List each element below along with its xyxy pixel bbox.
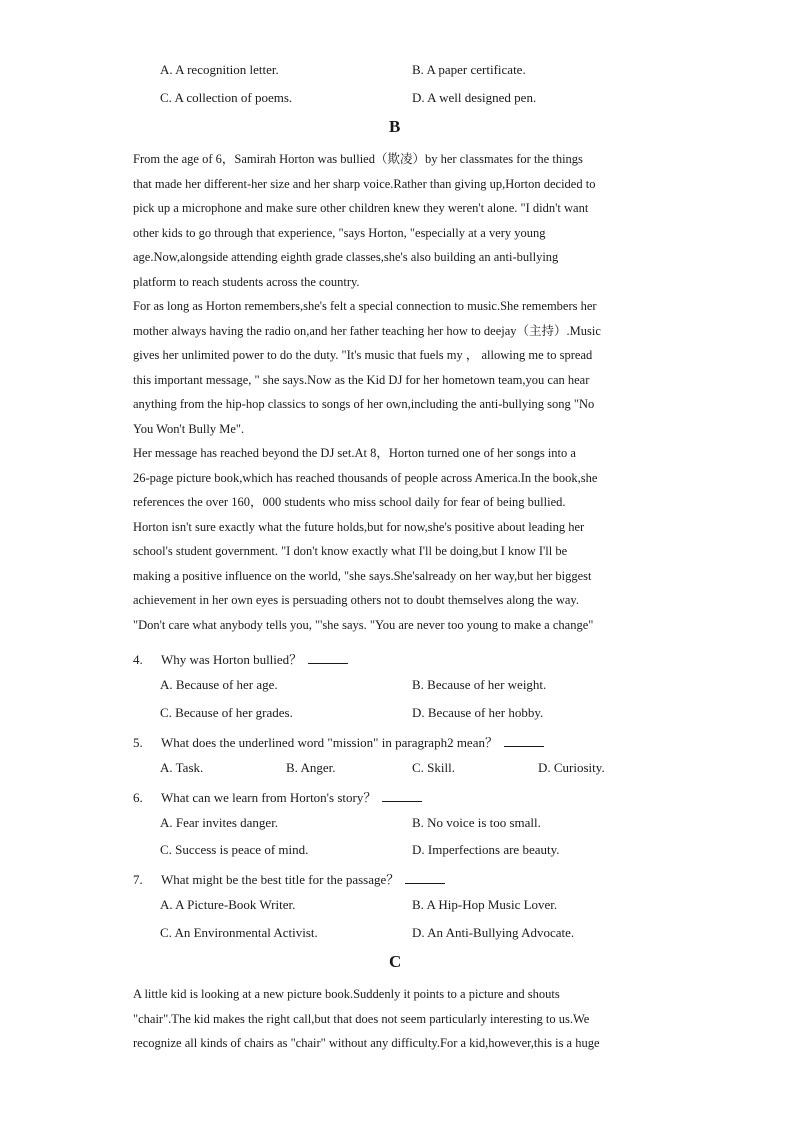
q7-option-d: D. An Anti-Bullying Advocate. <box>412 925 575 940</box>
section-c-passage <box>133 982 663 1056</box>
passage-line: A little kid is looking at a new picture book.Suddenly it points to a picture and shouts <box>133 987 560 1001</box>
q4-option-d: D. Because of her hobby. <box>412 705 544 720</box>
passage-line: other kids to go through that experience, "says Horton, "especially at a very young <box>133 225 546 240</box>
question-number: 4. <box>133 652 143 667</box>
answer-blank <box>405 882 445 884</box>
q6-option-d: D. Imperfections are beauty. <box>412 842 560 857</box>
question-text: What does the underlined word "mission" in paragraph2 mean？ <box>161 735 498 750</box>
answer-blank <box>504 745 544 747</box>
passage-line: "chair".The kid makes the right call,but that does not seem particularly interesting to us.We <box>133 1011 590 1026</box>
passage-line: anything from the hip-hop classics to songs of her own,including the anti-bullying song "No <box>133 397 595 411</box>
q4-option-a: A. Because of her age. <box>160 677 278 692</box>
q4-option-b: B. Because of her weight. <box>412 677 547 692</box>
prev-option-a: A. A recognition letter. <box>160 62 279 77</box>
q7-option-b: B. A Hip-Hop Music Lover. <box>412 897 558 912</box>
passage-line: "Don't care what anybody tells you, "'she says. "You are never too young to make a change" <box>133 617 594 632</box>
passage-line: Her message has reached beyond the DJ set.At 8，Horton turned one of her songs into a <box>133 446 576 460</box>
question-text: What can we learn from Horton's story？ <box>161 790 377 805</box>
passage-line: age.Now,alongside attending eighth grade classes,she's also building an anti-bullying <box>133 250 559 264</box>
q5-option-a: A. Task. <box>160 760 204 775</box>
passage-line: recognize all kinds of chairs as "chair" without any difficulty.For a kid,however,this is a huge <box>133 1036 600 1050</box>
passage-line: making a positive influence on the world, "she says.She'salready on her way,but her biggest <box>133 568 592 583</box>
question-6 <box>133 787 422 806</box>
q7-option-c: C. An Environmental Activist. <box>160 925 318 940</box>
passage-line: gives her unlimited power to do the duty. "It's music that fuels my ， allowing me to spread <box>133 348 593 362</box>
prev-option-d: D. A well designed pen. <box>412 90 537 105</box>
passage-line: school's student government. "I don't know exactly what I'll be doing,but I know I'll be <box>133 544 568 558</box>
passage-line: mother always having the radio on,and her father teaching her how to deejay（主持）.Music <box>133 323 601 338</box>
prev-option-c: C. A collection of poems. <box>160 90 293 105</box>
section-b-title: B <box>389 117 401 136</box>
q5-option-b: B. Anger. <box>286 760 336 775</box>
passage-line: references the over 160，000 students who miss school daily for fear of being bullied. <box>133 495 566 509</box>
passage-line: achievement in her own eyes is persuading others not to doubt themselves along the way. <box>133 593 579 607</box>
question-number: 7. <box>133 872 143 887</box>
section-b-passage <box>133 147 663 637</box>
question-4 <box>133 649 348 668</box>
passage-line: pick up a microphone and make sure other children knew they weren't alone. "I didn't want <box>133 201 589 215</box>
question-7 <box>133 869 445 888</box>
answer-blank <box>308 662 348 664</box>
q6-option-a: A. Fear invites danger. <box>160 815 279 830</box>
passage-line: You Won't Bully Me". <box>133 421 245 436</box>
passage-line: this important message, " she says.Now as the Kid DJ for her hometown team,you can hear <box>133 372 590 387</box>
passage-line: 26-page picture book,which has reached thousands of people across America.In the book,she <box>133 470 598 485</box>
q5-option-c: C. Skill. <box>412 760 455 775</box>
prev-option-b: B. A paper certificate. <box>412 62 526 77</box>
question-number: 6. <box>133 790 143 805</box>
answer-blank <box>382 800 422 802</box>
passage-line: platform to reach students across the country. <box>133 274 360 289</box>
section-c-title: C <box>389 952 402 971</box>
question-text: Why was Horton bullied？ <box>161 652 303 667</box>
question-text: What might be the best title for the passage？ <box>161 872 400 887</box>
question-number: 5. <box>133 735 143 750</box>
passage-line: that made her different-her size and her sharp voice.Rather than giving up,Horton decided to <box>133 176 596 191</box>
q6-option-c: C. Success is peace of mind. <box>160 842 309 857</box>
q6-option-b: B. No voice is too small. <box>412 815 541 830</box>
q4-option-c: C. Because of her grades. <box>160 705 293 720</box>
q5-option-d: D. Curiosity. <box>538 760 605 775</box>
q7-option-a: A. A Picture-Book Writer. <box>160 897 296 912</box>
passage-line: For as long as Horton remembers,she's felt a special connection to music.She remembers her <box>133 299 597 313</box>
question-5 <box>133 732 544 751</box>
passage-line: From the age of 6，Samirah Horton was bullied（欺凌）by her classmates for the things <box>133 152 583 166</box>
passage-line: Horton isn't sure exactly what the future holds,but for now,she's positive about leading her <box>133 519 585 534</box>
